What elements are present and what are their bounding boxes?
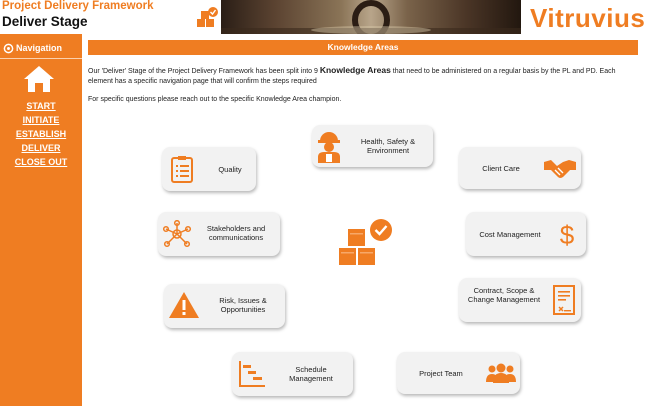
area-cost-card[interactable] bbox=[466, 212, 586, 256]
gantt-chart-icon bbox=[238, 360, 266, 388]
intro-text-bold: Knowledge Areas bbox=[319, 65, 391, 75]
nav-link-start[interactable]: START bbox=[26, 101, 56, 111]
deliver-boxes-icon bbox=[337, 214, 397, 270]
nav-link-close-out[interactable]: CLOSE OUT bbox=[14, 157, 68, 167]
nav-link-deliver[interactable]: DELIVER bbox=[21, 143, 61, 153]
team-icon bbox=[485, 362, 517, 384]
tunnel-photo bbox=[221, 0, 521, 34]
area-risk-card[interactable] bbox=[164, 284, 285, 328]
intro-text-post: that need to be administered on a regular basis by the PL and PD. Each element has a specific navigation page that will confirm the steps required bbox=[88, 68, 616, 85]
area-stakeholders-card[interactable] bbox=[158, 212, 280, 256]
area-schedule-label: Schedule Management bbox=[289, 365, 333, 383]
area-stakeholders-label: Stakeholders and communications bbox=[206, 224, 266, 242]
gear-icon bbox=[3, 43, 14, 54]
nav-link-establish[interactable]: ESTABLISH bbox=[15, 129, 67, 139]
section-title: Knowledge Areas bbox=[327, 42, 399, 52]
section-title-bar bbox=[88, 40, 638, 55]
intro-text bbox=[88, 66, 636, 114]
area-health-label: Health, Safety & Environment bbox=[360, 137, 416, 155]
area-quality-card[interactable] bbox=[162, 147, 256, 191]
dollar-icon bbox=[558, 220, 576, 250]
handshake-icon bbox=[543, 156, 577, 180]
network-icon bbox=[162, 220, 192, 248]
area-quality-label: Quality bbox=[218, 165, 242, 174]
navigation-sidebar bbox=[0, 34, 82, 406]
area-team-label: Project Team bbox=[419, 369, 463, 378]
home-icon[interactable] bbox=[22, 64, 56, 94]
intro-paragraph-2: For specific questions please reach out to the specific Knowledge Area champion. bbox=[88, 96, 342, 103]
warning-icon bbox=[168, 291, 200, 319]
clipboard-icon bbox=[170, 155, 194, 183]
navigation-header bbox=[0, 40, 82, 59]
intro-text-pre: Our 'Deliver' Stage of the Project Delivery Framework has been split into 9 bbox=[88, 68, 320, 75]
header bbox=[0, 0, 650, 34]
nav-link-initiate[interactable]: INITIATE bbox=[22, 115, 60, 125]
boxes-icon bbox=[194, 4, 220, 30]
vitruvius-logo: Vitruvius bbox=[530, 3, 646, 33]
area-client-label: Client Care bbox=[482, 164, 520, 173]
svg-text:$: $ bbox=[559, 220, 575, 250]
area-schedule-card[interactable] bbox=[232, 352, 353, 396]
area-client-card[interactable] bbox=[459, 147, 581, 189]
area-risk-label: Risk, Issues & Opportunities bbox=[219, 296, 267, 314]
worker-icon bbox=[316, 129, 342, 163]
area-contract-label: Contract, Scope & Change Management bbox=[467, 286, 541, 304]
area-cost-label: Cost Management bbox=[479, 230, 541, 239]
stage-title: Deliver Stage bbox=[2, 14, 88, 29]
nav-links bbox=[0, 99, 82, 169]
area-team-card[interactable] bbox=[397, 352, 520, 394]
area-contract-card[interactable] bbox=[459, 278, 581, 322]
framework-title: Project Delivery Framework bbox=[2, 0, 154, 12]
intro-paragraph-1 bbox=[88, 66, 636, 86]
navigation-heading: Navigation bbox=[16, 43, 63, 53]
contract-icon bbox=[553, 285, 575, 315]
area-health-card[interactable] bbox=[312, 125, 433, 167]
